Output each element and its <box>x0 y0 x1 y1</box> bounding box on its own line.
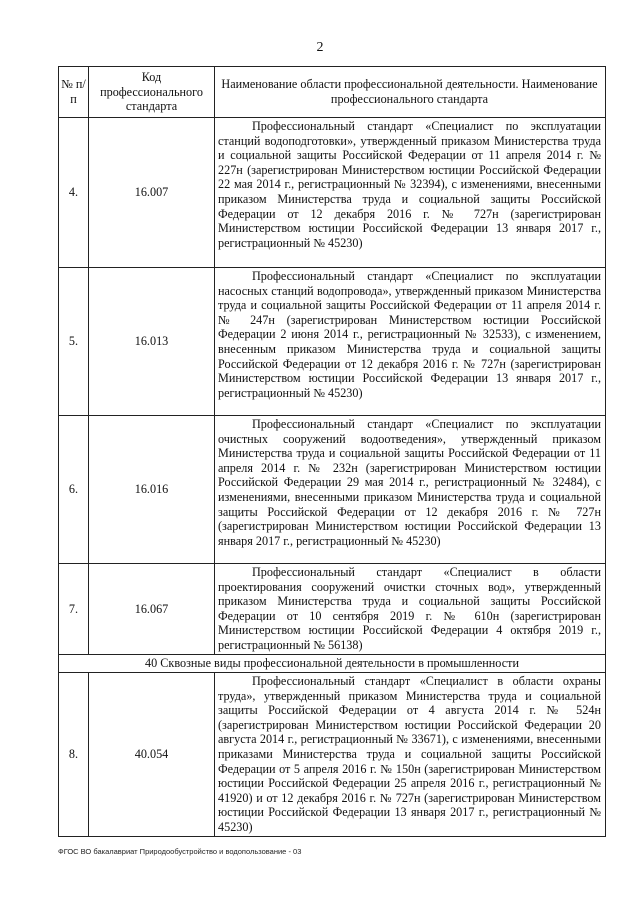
table-row <box>59 564 606 655</box>
row-text: Профессиональный стандарт «Специалист по эксплуатации станций водоподготовки», утвержденный приказом Министерства труда и социальной защиты Российской Федерации от 11 апреля 2014 г. № 227н (зарегистрирован Министерством юстиции Российской Федерации 22 мая 2014 г., регистрационный № 32394), с изменениями, внесенными приказом Министерства труда и социальной защиты Российской Федерации от 12 декабря 2016 г. № 727н (зарегистрирован Министерством юстиции Российской Федерации 13 января 2017 г., регистрационный № 45230) <box>218 119 601 250</box>
row-code: 16.016 <box>89 416 215 564</box>
row-code: 40.054 <box>89 673 215 837</box>
row-num: 6. <box>59 416 89 564</box>
row-num: 4. <box>59 118 89 268</box>
table-row <box>59 118 606 268</box>
row-text: Профессиональный стандарт «Специалист в области охраны труда», утвержденный приказом Министерства труда и социальной защиты Российской Федерации от 4 августа 2014 г. № 524н (зарегистрирован Министерством юстиции Российской Федерации 20 августа 2014 г., регистрационный № 33671), с изменениями, внесенными приказами Министерства труда и социальной защиты Российской Федерации от 5 апреля 2016 г. № 150н (зарегистрирован Министерством юстиции Российской Федерации 25 апреля 2016 г., регистрационный № 41920) и от 12 декабря 2016 г. № 727н (зарегистрирован Министерством юстиции Российской Федерации 13 января 2017 г., регистрационный № 45230) <box>218 674 601 834</box>
row-text: Профессиональный стандарт «Специалист по эксплуатации насосных станций водопровода», утвержденный приказом Министерства труда и социальной защиты Российской Федерации от 11 апреля 2014 г. № 247н (зарегистрирован Министерством юстиции Российской Федерации 2 июня 2014 г., регистрационный № 32533), с изменением, внесенным приказом Министерства труда и социальной защиты Российской Федерации от 12 декабря 2016 г. № 727н (зарегистрирован Министерством юстиции Российской Федерации 13 января 2017 г., регистрационный № 45230) <box>218 269 601 400</box>
row-code: 16.067 <box>89 564 215 655</box>
row-text: Профессиональный стандарт «Специалист в области проектирования сооружений очистки сточных вод», утвержденный приказом Министерства труда и социальной защиты Российской Федерации от 10 сентября 2019 г. № 610н (зарегистрирован Министерством юстиции Российской Федерации 4 октября 2019 г., регистрационный № 56138) <box>218 565 601 652</box>
row-code: 16.007 <box>89 118 215 268</box>
header-code: Код профессионального стандарта <box>89 67 215 118</box>
page-number: 2 <box>316 40 324 55</box>
row-num: 8. <box>59 673 89 837</box>
header-name: Наименование области профессиональной деятельности. Наименование профессионального стандарта <box>215 67 606 118</box>
row-code: 16.013 <box>89 268 215 416</box>
row-num: 5. <box>59 268 89 416</box>
header-num: № п/п <box>59 67 89 118</box>
standards-table <box>58 66 606 837</box>
table-row <box>59 673 606 837</box>
footer-note: ФГОС ВО бакалавриат Природообустройство и водопользование - 03 <box>58 847 302 856</box>
section-row <box>59 655 606 673</box>
table-row <box>59 268 606 416</box>
row-num: 7. <box>59 564 89 655</box>
row-text: Профессиональный стандарт «Специалист по эксплуатации очистных сооружений водоотведения», утвержденный приказом Министерства труда и социальной защиты Российской Федерации от 11 апреля 2014 г. № 232н (зарегистрирован Министерством юстиции Российской Федерации 29 мая 2014 г., регистрационный № 32484), с изменениями, внесенными приказом Министерства труда и социальной защиты Российской Федерации от 12 декабря 2016 г. № 727н (зарегистрирован Министерством юстиции Российской Федерации 13 января 2017 г., регистрационный № 45230) <box>218 417 601 548</box>
table-header-row <box>59 67 606 118</box>
section-title: 40 Сквозные виды профессиональной деятельности в промышленности <box>59 655 606 673</box>
table-row <box>59 416 606 564</box>
